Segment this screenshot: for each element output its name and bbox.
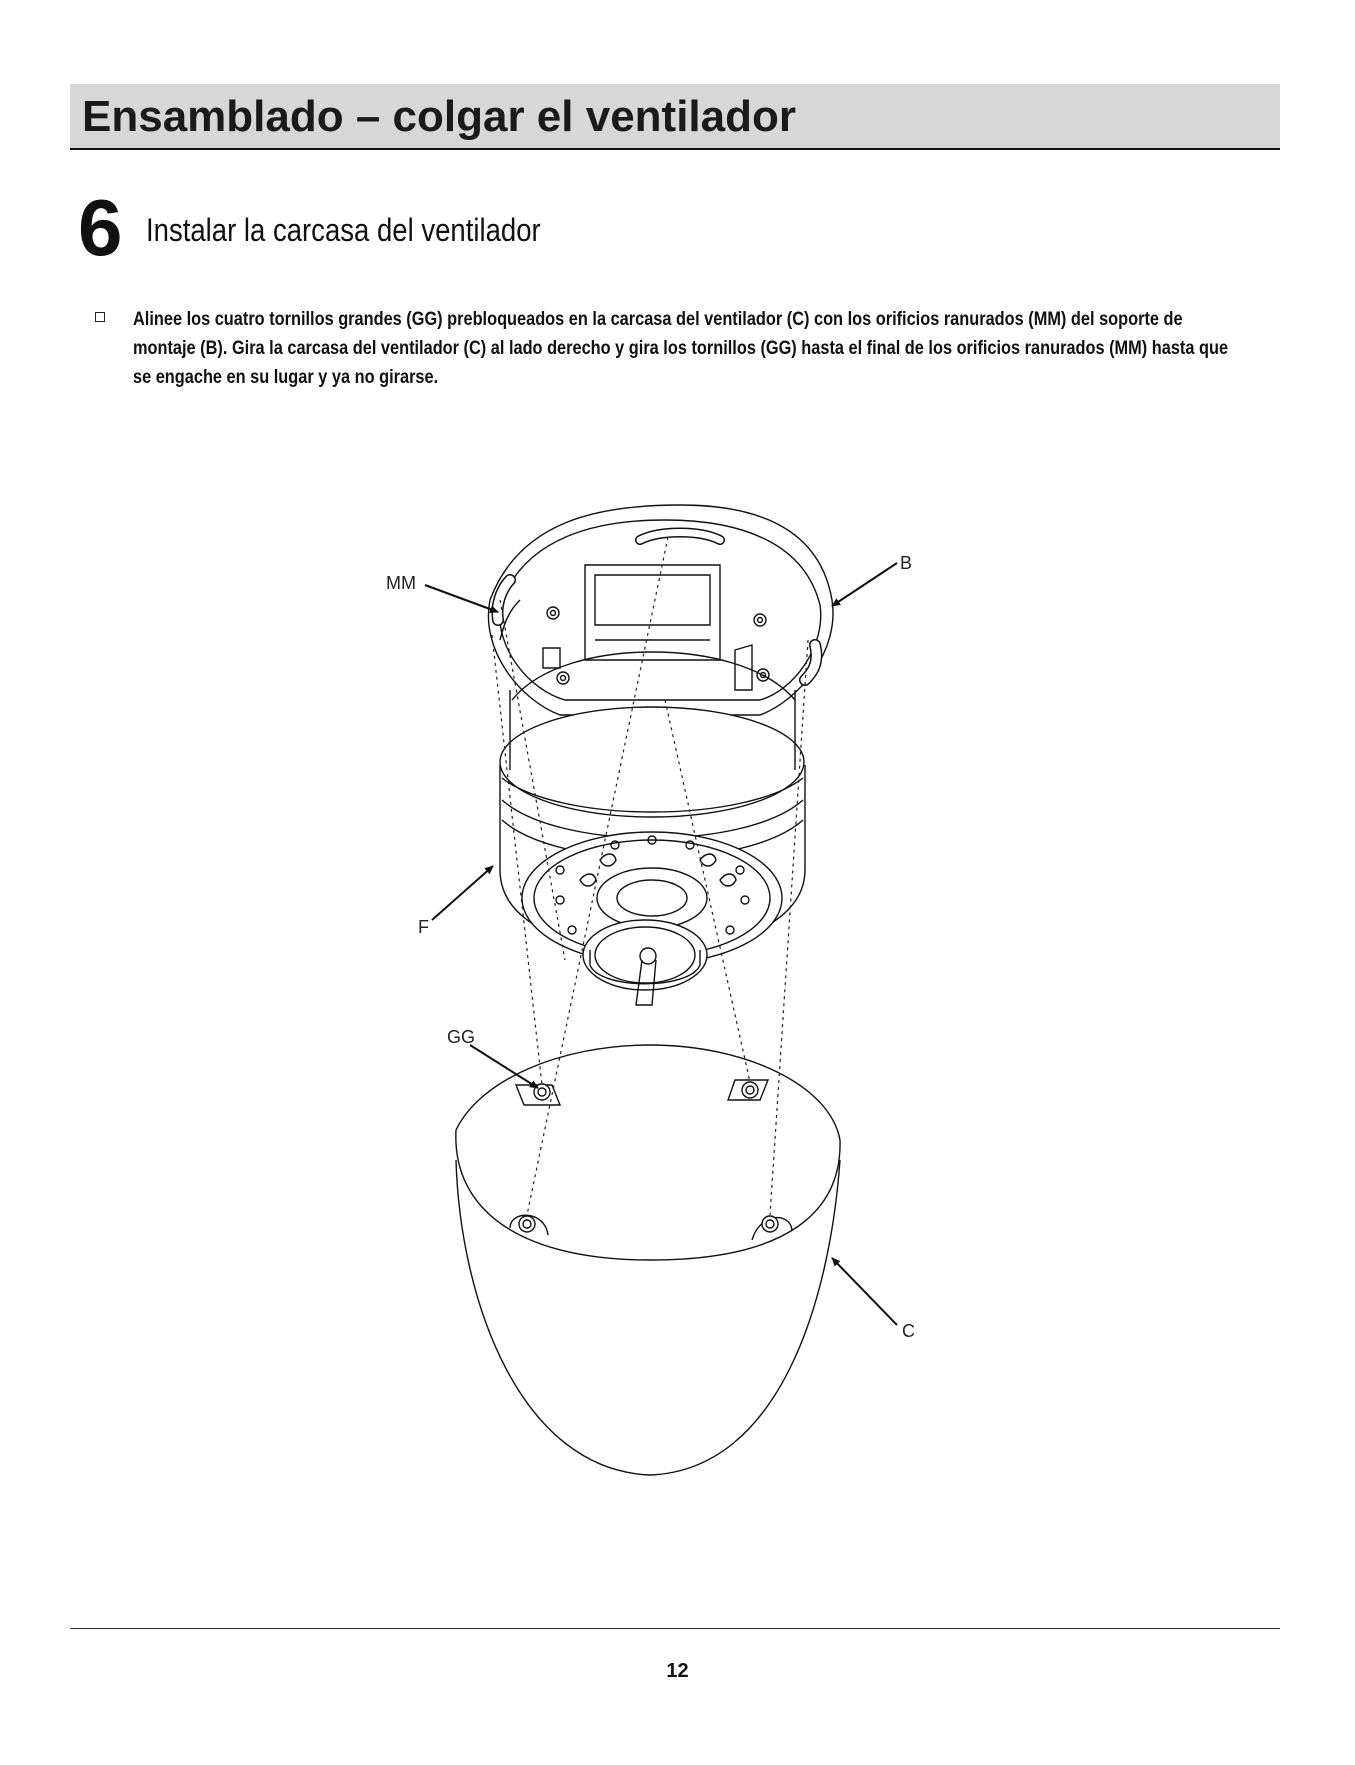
- section-title: Ensamblado – colgar el ventilador: [82, 92, 796, 141]
- mounting-bracket: [488, 505, 833, 715]
- label-gg: GG: [447, 1027, 476, 1047]
- fan-housing: [456, 1045, 840, 1475]
- step-number: 6: [78, 183, 123, 272]
- step-title: Instalar la carcasa del ventilador: [146, 212, 541, 248]
- footer-divider: [70, 1628, 1280, 1629]
- label-c: C: [902, 1321, 915, 1341]
- step-instruction: Alinee los cuatro tornillos grandes (GG) prebloqueados en la carcasa del ventilador (C) con los orificios ranurados (MM) del soporte de montaje (B). Gira la carcasa del ventilador (C) al lado derecho y gira los tornillos (GG) hasta el final de los orificios ranurados (MM) hasta que se engache en su lugar y ya no girarse.: [133, 309, 1229, 388]
- label-f: F: [418, 917, 429, 937]
- assembly-diagram: [0, 490, 1355, 1490]
- section-header: [70, 84, 1280, 150]
- instruction-checkbox[interactable]: [95, 312, 105, 322]
- page-number: 12: [666, 1660, 689, 1682]
- label-b: B: [900, 553, 913, 573]
- label-mm: MM: [386, 573, 416, 593]
